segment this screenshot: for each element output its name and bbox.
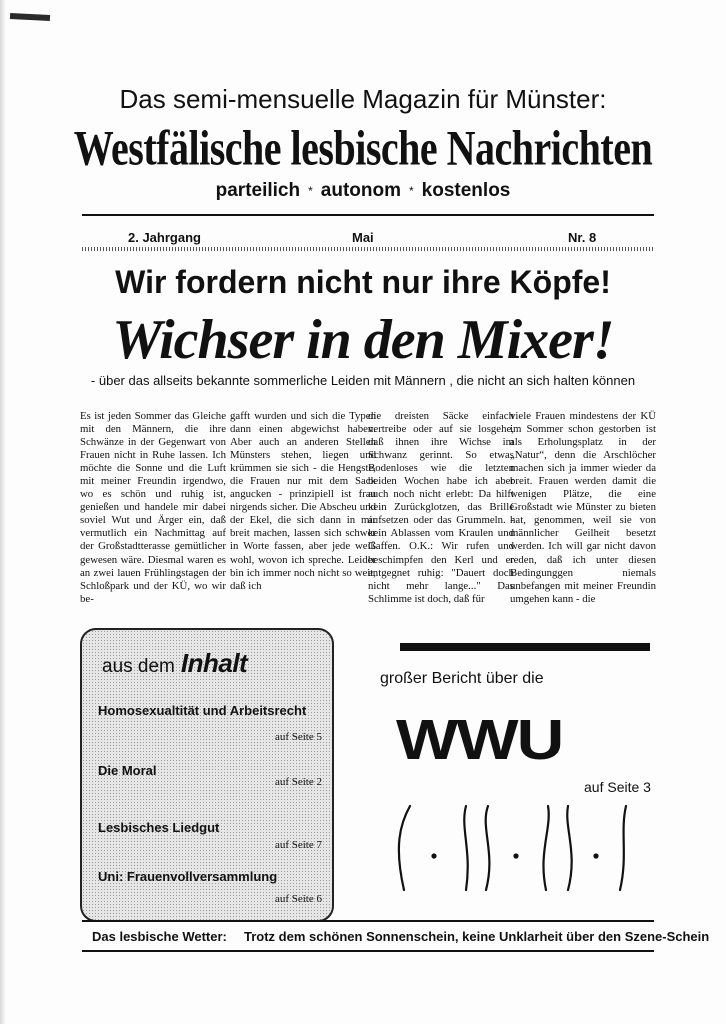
issue-month: Mai bbox=[352, 230, 374, 245]
issue-number: Nr. 8 bbox=[568, 230, 597, 245]
weather-rule-top bbox=[82, 920, 654, 922]
torso-drawing bbox=[388, 804, 632, 894]
contents-prefix: aus dem bbox=[102, 656, 175, 677]
headline-secondary: Wichser in den Mixer! bbox=[112, 309, 614, 371]
toc-item-title: Die Moral bbox=[98, 763, 157, 778]
headline: Wir fordern nicht nur ihre Köpfe! bbox=[115, 264, 611, 300]
subtitle-word: autonom bbox=[320, 180, 401, 201]
scan-mark bbox=[10, 13, 50, 21]
toc-item-title: Lesbisches Liedgut bbox=[98, 820, 220, 835]
masthead-tagline: Das semi-mensuelle Magazin für Münster: bbox=[119, 84, 607, 114]
subtitle-word: kostenlos bbox=[421, 180, 511, 201]
masthead-title: Westfälische lesbische Nachrichten bbox=[73, 119, 653, 176]
contents-title: Inhalt bbox=[180, 648, 248, 678]
weather-label: Das lesbische Wetter: bbox=[92, 929, 227, 944]
toc-item-page: auf Seite 6 bbox=[274, 893, 322, 905]
column-text: gafft wurden und sich die Typen dann einen abgewichst haben. Aber auch an anderen Stellen Münsters stehen, liegen und krümmen sie sich - die Hengste, die Frauen nur mit dem Sack angucken - prinzipiell ist frau nirgends sicher. Die Abscheu und der Ekel, die sich dann in mir breit machen, lassen sich schwer in Worte fassen, aber jede weiß wohl, wovon ich spreche. Leider bin ich immer noch nicht so weit, daß ich bbox=[230, 410, 376, 592]
toc-item-title: Homosexualtität und Arbeitsrecht bbox=[98, 703, 307, 718]
article-column bbox=[80, 410, 226, 616]
toc-item-page: auf Seite 7 bbox=[274, 839, 322, 851]
masthead-rule bbox=[82, 214, 654, 216]
toc-item-page: auf Seite 2 bbox=[274, 776, 322, 788]
toc-item-title: Uni: Frauenvollversammlung bbox=[98, 869, 278, 884]
feature-intro: großer Bericht über die bbox=[380, 670, 544, 687]
weather-rule-bottom bbox=[82, 950, 654, 952]
subtitle-word: parteilich bbox=[215, 180, 301, 201]
article-column bbox=[368, 410, 514, 616]
issue-volume: 2. Jahrgang bbox=[128, 230, 201, 245]
subtitle-separator: * bbox=[409, 183, 414, 198]
masthead-subtitle bbox=[0, 180, 726, 202]
column-text: viele Frauen mindestens der KÜ im Sommer schon gestorben ist als Erholungsplatz in der „Natur“, denn die Arschlöcher machen sich ja immer wieder da breit. Frauen werden damit die wenigen Plätze, die eine Großstadt wie Münster zu bieten hat, genommen, weil sie von männlicher Geilheit besetzt werden. Ich will gar nicht davon reden, daß ich unter diesen Bedingunggen niemals unbefangen mit meiner Freundin umgehen kann - die bbox=[510, 410, 656, 605]
column-text: Es ist jeden Sommer das Gleiche mit den Männern, die ihre Schwänze in der Gegenwart von Frauen nicht in Ruhe lassen. Ich möchte die Sonne und die Luft mit meiner Freundin irgendwo, wo es schön und ruhig ist, genießen und handele mir dabei soviel Wut und Ärger ein, daß vermutlich ein Nachmittag auf der Großstadtterasse gemütlicher gewesen wäre. Diesmal waren es an zwei lauen Frühlingstagen der Schloßpark und der KÜ, wo wir be- bbox=[80, 410, 226, 605]
feature-bar bbox=[400, 643, 650, 651]
feature-page: auf Seite 3 bbox=[584, 779, 651, 795]
subtitle-separator: * bbox=[308, 183, 313, 198]
wwu-logo: WWU bbox=[396, 707, 563, 771]
weather-text: Trotz dem schönen Sonnenschein, keine Unklarheit über den Szene-Schein bbox=[244, 929, 710, 944]
contents-heading bbox=[102, 648, 247, 679]
article-column bbox=[230, 410, 376, 616]
toc-item-page: auf Seite 5 bbox=[274, 731, 322, 743]
article-column bbox=[510, 410, 656, 616]
issue-rule bbox=[82, 247, 654, 251]
column-text: die dreisten Säcke einfach vertreibe oder auf sie losgehe, daß ihnen ihre Wichse im Schwanz gerinnt. So etwas Bodenloses wie die letzten beiden Wochen habe ich aber auch noch nicht erlebt: Da hilft kein Zurückglotzen, das Brille aufsetzen oder das Grummeln. - kein Ablassen vom Kraulen und Gaffen. O.K.: Wir rufen und beschimpfen den Kerl und er entgegnet ruhig: "Dauert doch nicht mehr lange..." Das Schlimme ist doch, daß für bbox=[368, 410, 514, 605]
contents-box bbox=[80, 628, 334, 922]
article-deck: - über das allseits bekannte sommerliche Leiden mit Männern , die nicht an sich halten können bbox=[90, 373, 636, 388]
